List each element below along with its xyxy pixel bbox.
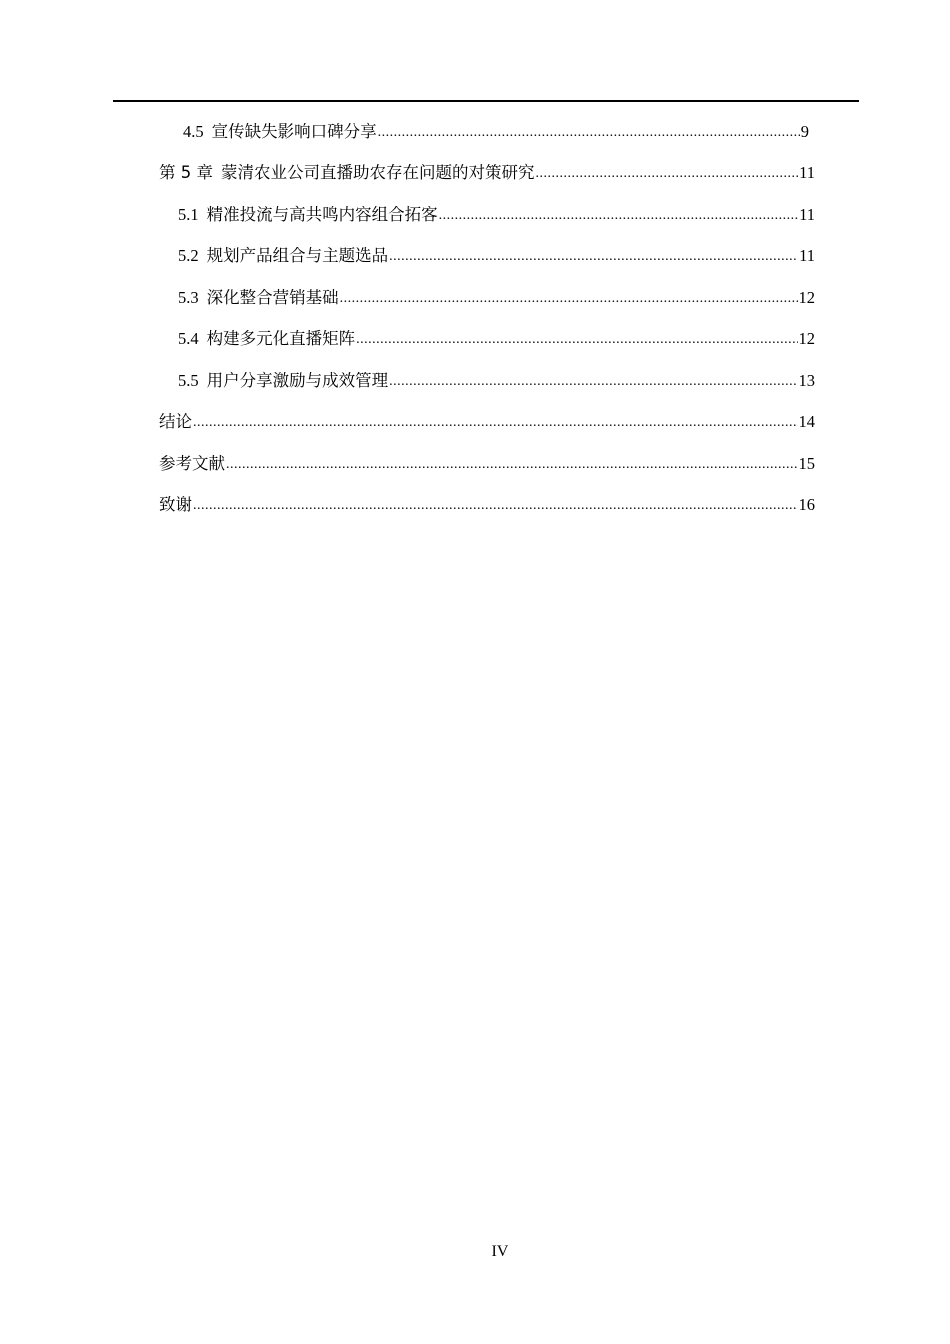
toc-entry-5-2[interactable] [178,245,815,267]
toc-entry-5-1[interactable] [178,204,815,226]
toc-entry-number: 5.2 [178,246,199,265]
toc-entry-page: 16 [798,495,815,514]
toc-entry-chapter-5[interactable] [159,162,815,184]
toc-entry-conclusion[interactable] [159,411,815,433]
toc-entry-title: 用户分享激励与成效管理 [206,371,389,390]
toc-leader-dots [536,163,799,185]
toc-entry-title: 宣传缺失影响口碑分享 [211,122,377,141]
toc-entry-page: 11 [799,246,815,265]
toc-leader-dots [193,412,798,434]
toc-leader-dots [226,454,798,476]
toc-entry-acknowledgements[interactable] [159,494,815,516]
toc-entry-page: 11 [799,205,815,224]
toc-entry-page: 11 [799,163,815,182]
toc-leader-dots [356,329,797,351]
toc-leader-dots [378,122,800,144]
toc-leader-dots [439,205,798,227]
toc-entry-number: 5.3 [178,288,199,307]
toc-leader-dots [389,246,798,268]
toc-entry-number: 5.4 [178,329,199,348]
toc-entry-page: 12 [798,288,815,307]
toc-entry-page: 15 [798,454,815,473]
toc-entry-5-3[interactable] [178,287,815,309]
toc-entry-number: 4.5 [183,122,204,141]
toc-entry-5-4[interactable] [178,328,815,350]
toc-entry-number: 5.1 [178,205,199,224]
toc-entry-page: 9 [800,122,809,141]
toc-entry-title: 构建多元化直播矩阵 [206,329,356,348]
toc-leader-dots [340,288,798,310]
toc-entry-page: 13 [798,371,815,390]
toc-leader-dots [389,371,797,393]
toc-entry-page: 12 [798,329,815,348]
toc-entry-5-5[interactable] [178,370,815,392]
toc-leader-dots [193,495,798,517]
toc-entry-title: 精准投流与高共鸣内容组合拓客 [206,205,438,224]
toc-entry-title: 规划产品组合与主题选品 [206,246,389,265]
toc-entry-title: 深化整合营销基础 [206,288,339,307]
toc-entry-number: 5.5 [178,371,199,390]
toc-entry-page: 14 [798,412,815,431]
toc-entry-references[interactable] [159,453,815,475]
toc-entry-4-5[interactable] [183,121,809,143]
toc-entry-title: 蒙清农业公司直播助农存在问题的对策研究 [221,163,535,182]
toc-entry-title: 致谢 [159,495,192,514]
page-number: IV [491,1243,509,1260]
toc-entry-title: 参考文献 [159,454,225,473]
toc-entry-number: 第 5 章 [159,163,213,182]
toc-entry-title: 结论 [159,412,192,431]
